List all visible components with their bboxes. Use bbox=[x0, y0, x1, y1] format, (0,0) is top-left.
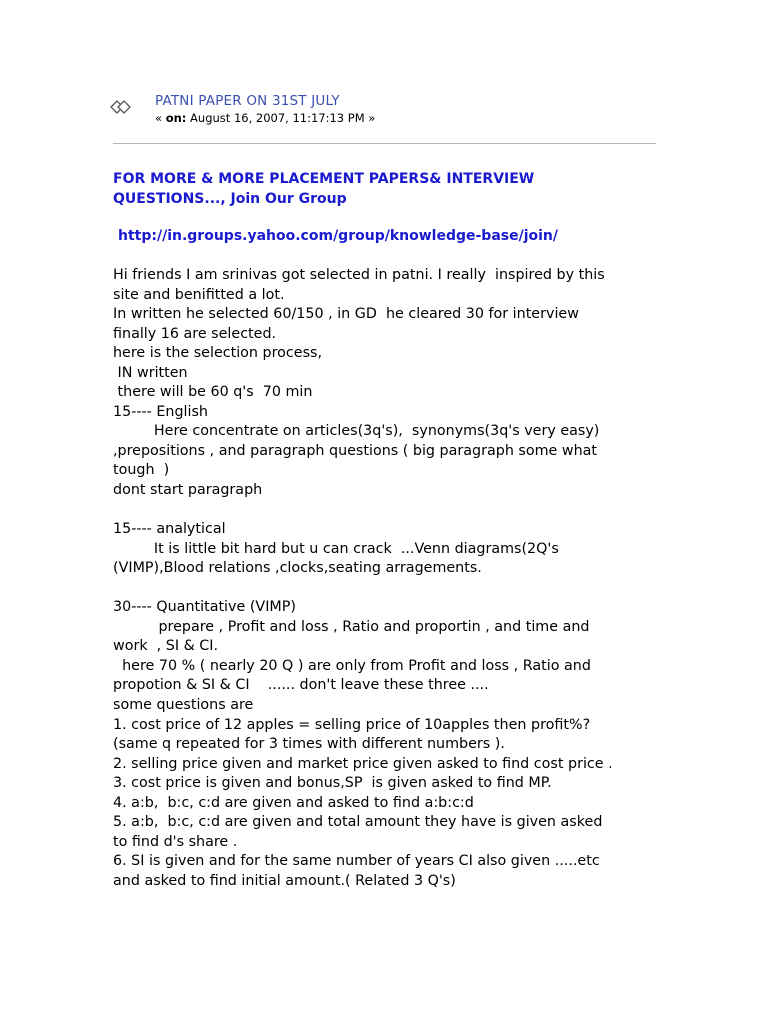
promo-line-2: QUESTIONS..., Join Our Group bbox=[113, 190, 347, 207]
promo-text bbox=[113, 170, 653, 209]
post-body bbox=[113, 266, 653, 892]
body-line: and asked to find initial amount.( Related 3 Q's) bbox=[113, 872, 456, 889]
body-line: propotion & SI & CI ...... don't leave these three .... bbox=[113, 677, 489, 694]
body-line: prepare , Profit and loss , Ratio and proportin , and time and bbox=[113, 618, 590, 635]
body-line: It is little bit hard but u can crack ...Venn diagrams(2Q's bbox=[113, 540, 559, 557]
body-line: 2. selling price given and market price given asked to find cost price . bbox=[113, 755, 613, 772]
body-line: Hi friends I am srinivas got selected in patni. I really inspired by this bbox=[113, 267, 605, 283]
body-line: 4. a:b, b:c, c:d are given and asked to find a:b:c:d bbox=[113, 794, 474, 811]
body-line: 30---- Quantitative (VIMP) bbox=[113, 599, 296, 616]
body-line: 15---- analytical bbox=[113, 521, 226, 538]
body-line: IN written bbox=[113, 364, 188, 381]
body-line: 5. a:b, b:c, c:d are given and total amount they have is given asked bbox=[113, 814, 603, 831]
body-line: Here concentrate on articles(3q's), synonyms(3q's very easy) bbox=[113, 423, 600, 440]
group-link[interactable]: http://in.groups.yahoo.com/group/knowledge-base/join/ bbox=[118, 228, 559, 244]
post-meta bbox=[155, 111, 375, 125]
body-line: there will be 60 q's 70 min bbox=[113, 384, 313, 401]
body-line: to find d's share . bbox=[113, 833, 238, 850]
body-line: here 70 % ( nearly 20 Q ) are only from Profit and loss , Ratio and bbox=[113, 657, 591, 674]
body-line: here is the selection process, bbox=[113, 345, 323, 362]
meta-on-label: on: bbox=[165, 111, 187, 125]
body-line: dont start paragraph bbox=[113, 482, 263, 499]
body-line: (VIMP),Blood relations ,clocks,seating arragements. bbox=[113, 560, 482, 577]
body-line bbox=[113, 579, 653, 599]
body-line bbox=[113, 501, 653, 521]
body-line: tough ) bbox=[113, 462, 170, 479]
body-line: finally 16 are selected. bbox=[113, 325, 277, 342]
body-line: site and benifitted a lot. bbox=[113, 286, 285, 303]
body-line: 3. cost price is given and bonus,SP is given asked to find MP. bbox=[113, 775, 552, 792]
post-icon bbox=[110, 99, 132, 115]
body-line: 15---- English bbox=[113, 403, 208, 420]
body-line: ,prepositions , and paragraph questions ( big paragraph some what bbox=[113, 442, 598, 459]
post-title[interactable]: PATNI PAPER ON 31ST JULY bbox=[155, 93, 340, 109]
promo-line-1: FOR MORE & MORE PLACEMENT PAPERS& INTERVIEW bbox=[113, 171, 535, 187]
divider bbox=[113, 143, 656, 144]
body-line: work , SI & CI. bbox=[113, 638, 219, 655]
body-line: 1. cost price of 12 apples = selling price of 10apples then profit%? bbox=[113, 716, 591, 733]
meta-prefix: « bbox=[155, 111, 166, 125]
body-line: (same q repeated for 3 times with different numbers ). bbox=[113, 736, 505, 753]
body-line: 6. SI is given and for the same number of years CI also given .....etc bbox=[113, 853, 600, 870]
body-line: some questions are bbox=[113, 697, 254, 714]
body-line: In written he selected 60/150 , in GD he cleared 30 for interview bbox=[113, 306, 579, 323]
post-date: August 16, 2007, 11:17:13 PM » bbox=[186, 111, 376, 125]
